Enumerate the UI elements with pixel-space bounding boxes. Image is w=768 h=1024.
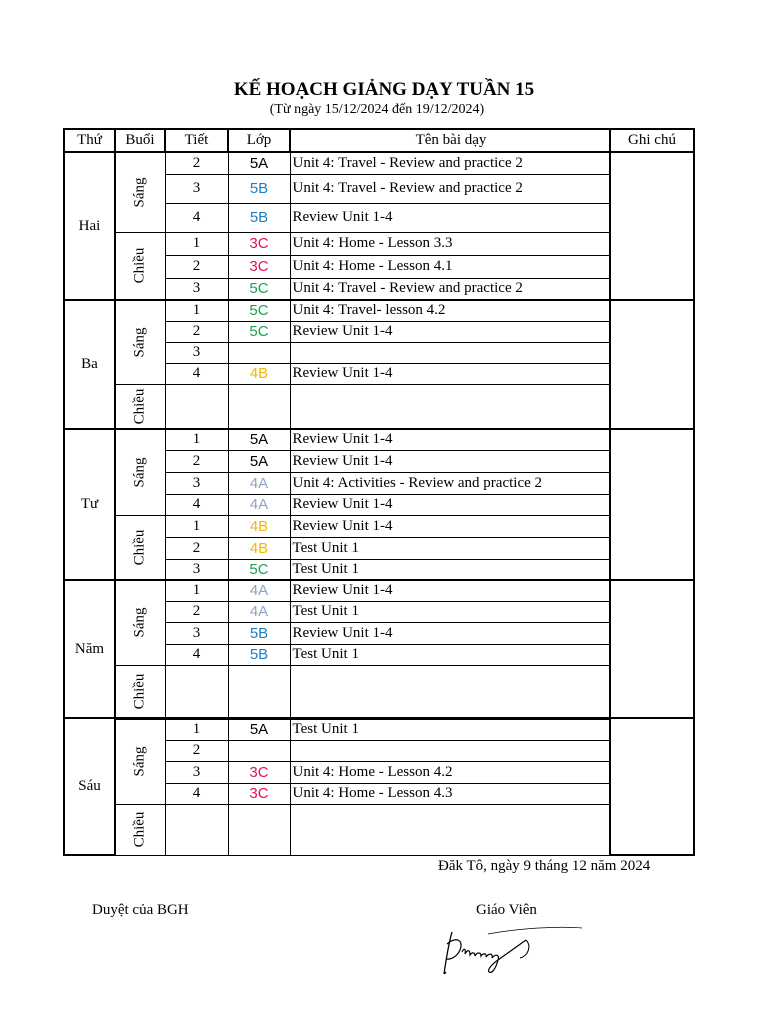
class-cell: 4B <box>228 515 290 537</box>
tiet-cell: 1 <box>165 515 228 537</box>
class-cell: 5A <box>228 429 290 450</box>
tiet-cell: 3 <box>165 761 228 783</box>
header-buoi: Buổi <box>115 129 165 152</box>
tiet-cell: 2 <box>165 255 228 278</box>
class-cell: 4A <box>228 601 290 622</box>
teaching-plan-table <box>63 128 695 856</box>
tiet-cell: 3 <box>165 342 228 363</box>
lesson-cell: Review Unit 1-4 <box>290 203 610 232</box>
class-cell: 3C <box>228 255 290 278</box>
class-cell: 5C <box>228 300 290 321</box>
table-row <box>64 232 694 255</box>
session-chieu <box>115 515 165 580</box>
lesson-cell: Review Unit 1-4 <box>290 580 610 601</box>
class-cell <box>228 342 290 363</box>
tiet-cell: 3 <box>165 559 228 580</box>
note-cell <box>610 429 694 580</box>
lesson-cell <box>290 665 610 718</box>
lesson-cell: Review Unit 1-4 <box>290 622 610 644</box>
note-cell <box>610 718 694 855</box>
table-row <box>64 580 694 601</box>
tiet-cell: 3 <box>165 174 228 203</box>
tiet-cell: 1 <box>165 580 228 601</box>
lesson-cell: Unit 4: Travel - Review and practice 2 <box>290 152 610 174</box>
class-cell: 4A <box>228 472 290 494</box>
lesson-cell: Review Unit 1-4 <box>290 450 610 472</box>
class-cell: 5A <box>228 450 290 472</box>
tiet-cell: 2 <box>165 601 228 622</box>
note-cell <box>610 300 694 429</box>
tiet-cell: 4 <box>165 494 228 515</box>
lesson-cell <box>290 740 610 761</box>
lesson-cell: Test Unit 1 <box>290 537 610 559</box>
tiet-cell: 3 <box>165 278 228 300</box>
class-cell: 4B <box>228 363 290 384</box>
teacher-signature <box>440 922 590 990</box>
lesson-cell: Unit 4: Home - Lesson 3.3 <box>290 232 610 255</box>
lesson-cell: Unit 4: Travel - Review and practice 2 <box>290 278 610 300</box>
session-label: Sáng <box>131 607 148 638</box>
session-sang <box>115 152 165 232</box>
lesson-cell: Unit 4: Home - Lesson 4.1 <box>290 255 610 278</box>
class-cell: 4B <box>228 537 290 559</box>
lesson-cell: Review Unit 1-4 <box>290 494 610 515</box>
lesson-cell: Unit 4: Travel - Review and practice 2 <box>290 174 610 203</box>
session-chieu <box>115 665 165 718</box>
tiet-cell: 3 <box>165 472 228 494</box>
class-cell <box>228 740 290 761</box>
place-date-line: Đăk Tô, ngày 9 tháng 12 năm 2024 <box>438 858 651 874</box>
tiet-cell <box>165 384 228 429</box>
lesson-cell: Review Unit 1-4 <box>290 515 610 537</box>
lesson-cell: Review Unit 1-4 <box>290 321 610 342</box>
tiet-cell: 2 <box>165 450 228 472</box>
class-cell: 5C <box>228 321 290 342</box>
lesson-cell: Unit 4: Home - Lesson 4.3 <box>290 783 610 804</box>
session-label: Chiều <box>131 811 148 848</box>
table-row <box>64 718 694 740</box>
session-label: Chiều <box>131 388 148 425</box>
tiet-cell: 1 <box>165 429 228 450</box>
session-label: Sáng <box>131 746 148 777</box>
class-cell <box>228 665 290 718</box>
session-label: Chiều <box>131 247 148 284</box>
tiet-cell <box>165 665 228 718</box>
header-row <box>64 129 694 152</box>
table-row <box>64 300 694 321</box>
day-sau: Sáu <box>64 718 115 855</box>
lesson-cell: Unit 4: Home - Lesson 4.2 <box>290 761 610 783</box>
tiet-cell: 1 <box>165 232 228 255</box>
lesson-cell <box>290 342 610 363</box>
approval-label: Duyệt của BGH <box>92 902 189 918</box>
lesson-cell: Unit 4: Travel- lesson 4.2 <box>290 300 610 321</box>
teacher-label: Giáo Viên <box>476 902 537 918</box>
class-cell: 5B <box>228 622 290 644</box>
session-sang <box>115 300 165 384</box>
header-lop: Lớp <box>228 129 290 152</box>
session-label: Chiều <box>131 673 148 709</box>
class-cell: 5A <box>228 718 290 740</box>
note-cell <box>610 152 694 300</box>
tiet-cell: 2 <box>165 321 228 342</box>
session-label: Sáng <box>131 327 148 358</box>
lesson-cell: Test Unit 1 <box>290 644 610 665</box>
class-cell <box>228 804 290 855</box>
session-label: Chiều <box>131 529 148 566</box>
class-cell: 3C <box>228 783 290 804</box>
table-row <box>64 665 694 718</box>
lesson-cell: Test Unit 1 <box>290 559 610 580</box>
class-cell: 5A <box>228 152 290 174</box>
tiet-cell: 4 <box>165 203 228 232</box>
class-cell: 5C <box>228 278 290 300</box>
session-label: Sáng <box>131 457 148 488</box>
day-ba: Ba <box>64 300 115 429</box>
table-row <box>64 152 694 174</box>
tiet-cell: 3 <box>165 622 228 644</box>
lesson-cell <box>290 804 610 855</box>
lesson-cell: Unit 4: Activities - Review and practice 2 <box>290 472 610 494</box>
tiet-cell: 4 <box>165 644 228 665</box>
table-row <box>64 384 694 429</box>
day-hai: Hai <box>64 152 115 300</box>
class-cell: 3C <box>228 761 290 783</box>
session-label: Sáng <box>131 177 148 208</box>
session-sang <box>115 580 165 665</box>
session-sang <box>115 718 165 804</box>
session-chieu <box>115 384 165 429</box>
header-thu: Thứ <box>64 129 115 152</box>
lesson-cell <box>290 384 610 429</box>
day-nam: Năm <box>64 580 115 718</box>
tiet-cell: 1 <box>165 718 228 740</box>
lesson-cell: Review Unit 1-4 <box>290 363 610 384</box>
tiet-cell: 4 <box>165 363 228 384</box>
header-ghi-chu: Ghi chú <box>610 129 694 152</box>
tiet-cell: 4 <box>165 783 228 804</box>
header-ten-bai-day: Tên bài dạy <box>290 129 610 152</box>
class-cell: 4A <box>228 494 290 515</box>
session-chieu <box>115 804 165 855</box>
class-cell <box>228 384 290 429</box>
note-cell <box>610 580 694 718</box>
table-row <box>64 429 694 450</box>
lesson-cell: Test Unit 1 <box>290 718 610 740</box>
day-tu: Tư <box>64 429 115 580</box>
tiet-cell: 2 <box>165 152 228 174</box>
tiet-cell: 2 <box>165 740 228 761</box>
class-cell: 3C <box>228 232 290 255</box>
session-sang <box>115 429 165 515</box>
document-title: KẾ HOẠCH GIẢNG DẠY TUẦN 15 <box>233 79 535 100</box>
session-chieu <box>115 232 165 300</box>
table-row <box>64 515 694 537</box>
header-tiet: Tiết <box>165 129 228 152</box>
class-cell: 5B <box>228 644 290 665</box>
tiet-cell: 1 <box>165 300 228 321</box>
lesson-cell: Test Unit 1 <box>290 601 610 622</box>
tiet-cell <box>165 804 228 855</box>
tiet-cell: 2 <box>165 537 228 559</box>
class-cell: 5C <box>228 559 290 580</box>
table-row <box>64 804 694 855</box>
class-cell: 5B <box>228 203 290 232</box>
document-subtitle: (Từ ngày 15/12/2024 đến 19/12/2024) <box>269 102 485 117</box>
lesson-cell: Review Unit 1-4 <box>290 429 610 450</box>
class-cell: 4A <box>228 580 290 601</box>
class-cell: 5B <box>228 174 290 203</box>
